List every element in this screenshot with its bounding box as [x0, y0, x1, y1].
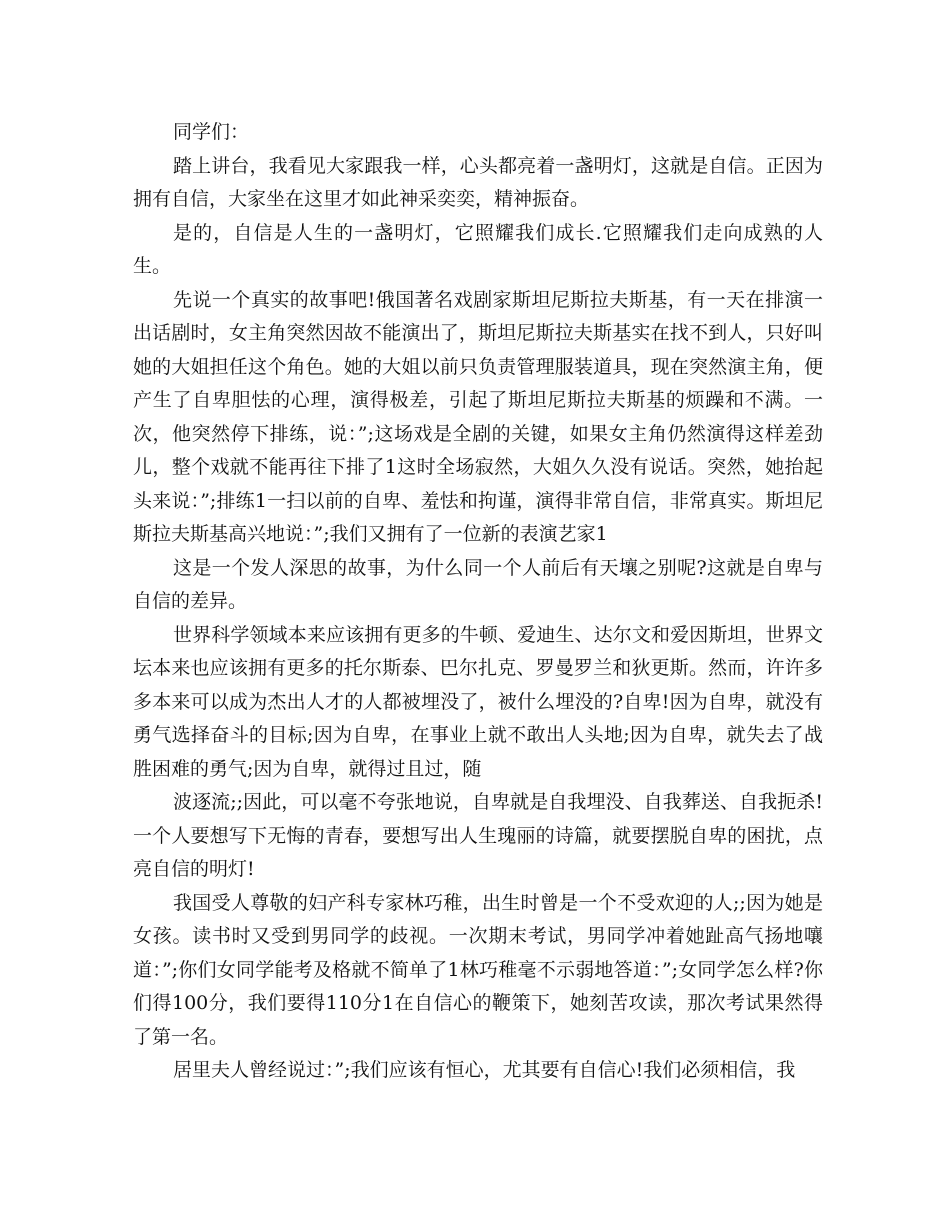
paragraph-curie: 居里夫人曾经说过：”;我们应该有恒心，尤其要有自信心!我们必须相信，我	[173, 1059, 796, 1081]
paragraph-science: 世界科学领域本来应该拥有更多的牛顿、爱迪生、达尔文和爱因斯坦，世界文坛本来也应该拥有更多的托尔斯泰、巴尔扎克、罗曼罗兰和狄更斯。然而，许许多多本来可以成为杰出人才的人都被埋没了，被什么埋没的?自卑!因为自卑，就没有勇气选择奋斗的目标;因为自卑，在事业上就不敢出人头地;因为自卑，就失去了战胜困难的勇气;因为自卑，就得过且过，随	[133, 623, 823, 780]
paragraph-story: 先说一个真实的故事吧!俄国著名戏剧家斯坦尼斯拉夫斯基，有一天在排演一出话剧时，女主角突然因故不能演出了，斯坦尼斯拉夫斯基实在找不到人，只好叫她的大姐担任这个角色。她的大姐以前只负责管理服装道具，现在突然演主角，便产生了自卑胆怯的心理，演得极差，引起了斯坦尼斯拉夫斯基的烦躁和不满。一次，他突然停下排练，说：”;这场戏是全剧的关键，如果女主角仍然演得这样差劲儿，整个戏就不能再往下排了1这时全场寂然，大姐久久没有说话。突然，她抬起头来说：”;排练1一扫以前的自卑、羞怯和拘谨，演得非常自信，非常真实。斯坦尼斯拉夫斯基高兴地说：”;我们又拥有了一位新的表演艺家1	[133, 288, 823, 545]
salutation: 同学们：	[173, 121, 250, 143]
paragraph-opening: 踏上讲台，我看见大家跟我一样，心头都亮着一盏明灯，这就是自信。正因为拥有自信，大家坐在这里才如此神采奕奕，精神振奋。	[133, 154, 823, 210]
paragraph-conclusion: 波逐流;;因此，可以毫不夸张地说，自卑就是自我埋没、自我葬送、自我扼杀!一个人要想写下无悔的青春，要想写出人生瑰丽的诗篇，就要摆脱自卑的困扰，点亮自信的明灯!	[133, 791, 823, 880]
speech-body	[133, 116, 823, 1088]
paragraph-lamp: 是的，自信是人生的一盏明灯，它照耀我们成长.它照耀我们走向成熟的人生。	[133, 221, 823, 277]
paragraph-lin-qiaozhi: 我国受人尊敬的妇产科专家林巧稚，出生时曾是一个不受欢迎的人;;因为她是女孩。读书时又受到男同学的歧视。一次期末考试，男同学冲着她趾高气扬地嚷道：”;你们女同学能考及格就不简单了1林巧稚毫不示弱地答道：”;女同学怎么样?你们得100分，我们要得110分1在自信心的鞭策下，她刻苦攻读，那次考试果然得了第一名。	[133, 891, 823, 1048]
paragraph-reflection: 这是一个发人深思的故事，为什么同一个人前后有天壤之别呢?这就是自卑与自信的差异。	[133, 556, 823, 612]
